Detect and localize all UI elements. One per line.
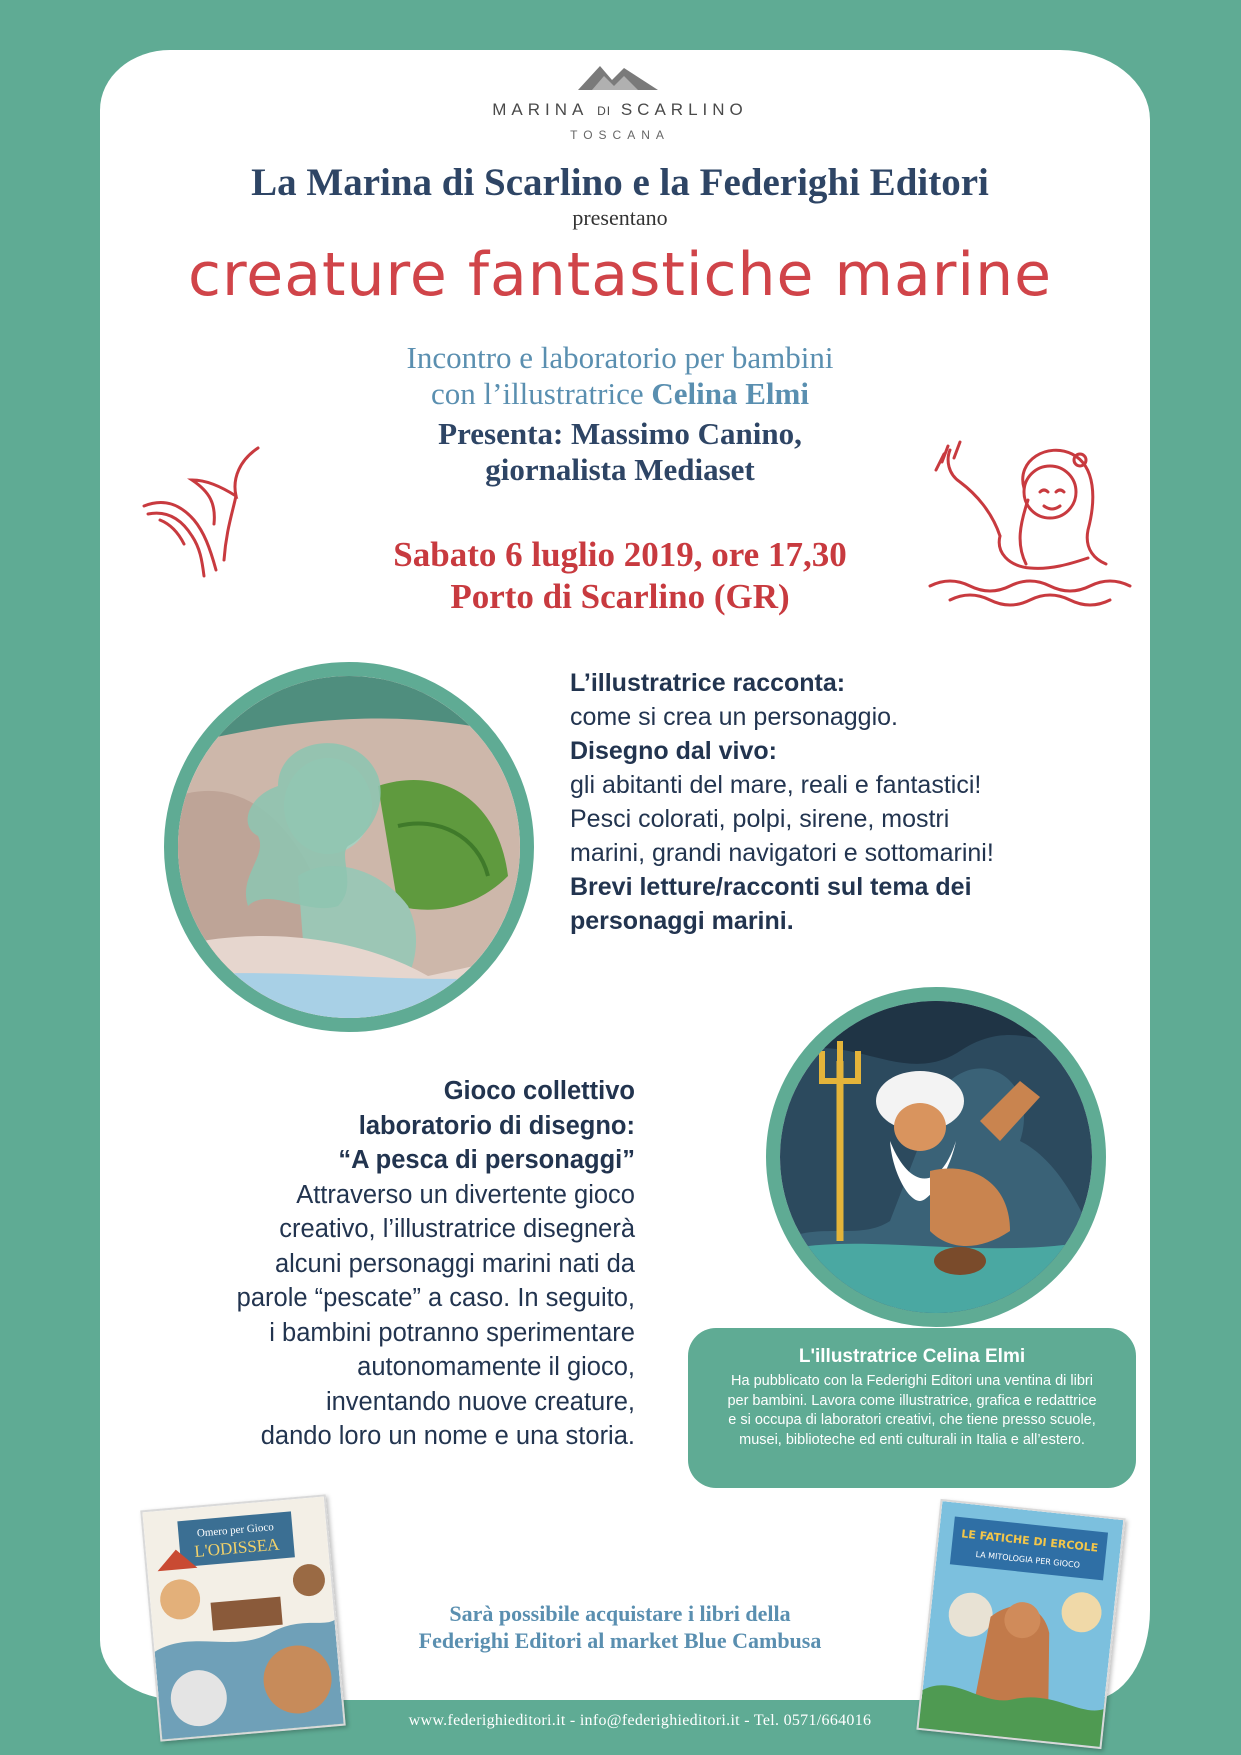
event-datetime <box>270 534 970 618</box>
logo-name: MARINA DI SCARLINO <box>492 100 748 119</box>
poseidon-illustration <box>766 987 1106 1327</box>
event-date: Sabato 6 luglio 2019, ore 17,30 <box>393 535 847 574</box>
subtitle <box>220 340 1020 412</box>
presentano-text: presentano <box>572 205 668 230</box>
mermaid-tail-doodle-icon <box>140 440 290 590</box>
presenter: Presenta: Massimo Canino, giornalista Mediaset <box>438 416 802 487</box>
book2-title: LE FATICHE DI ERCOLE <box>960 1527 1099 1555</box>
game-info: Gioco collettivo laboratorio di disegno: “A pesca di personaggi” Attraverso un divertente gioco creativo, l’illustratrice disegnerà alcuni personaggi marini nati da parole “pescate” a caso. In seguito, i bambini potranno sperimentare autonomamente il gioco, inventando nuove creature, dando loro un nome e una storia. <box>236 1077 635 1450</box>
subtitle-line2: con l’illustratrice Celina Elmi <box>431 376 809 411</box>
bio-text: Ha pubblicato con la Federighi Editori una ventina di libri per bambini. Lavora come illustratrice, grafica e redattrice e si occupa di laboratori creativi, che tiene presso scuole, musei, biblioteche ed enti culturali in Italia e all’estero. <box>727 1373 1097 1448</box>
subtitle-line1: Incontro e laboratorio per bambini <box>406 340 834 375</box>
book-cover-odissea <box>140 1494 346 1741</box>
headline: La Marina di Scarlino e la Federighi Editori <box>251 161 989 204</box>
logo-region: TOSCANA <box>570 128 670 142</box>
book1-title: L'ODISSEA <box>193 1534 281 1561</box>
event-place: Porto di Scarlino (GR) <box>450 577 790 616</box>
book2-subtitle: LA MITOLOGIA PER GIOCO <box>975 1549 1081 1570</box>
event-title: creature fantastiche marine <box>187 240 1053 310</box>
book1-series: Omero per Gioco <box>196 1521 275 1540</box>
mermaid-illustration <box>164 662 534 1032</box>
illustrator-bio <box>688 1328 1136 1488</box>
footer-contacts: www.federighieditori.it - info@federighieditori.it - Tel. 0571/664016 <box>408 1712 872 1729</box>
mountain-logo-icon <box>578 62 658 92</box>
workshop-info: L’illustratrice racconta: come si crea un personaggio. Disegno dal vivo: gli abitanti del mare, reali e fantastici! Pesci colorati, polpi, sirene, mostri marini, grandi navigatori e sottomarini! Brevi letture/racconti sul tema dei personaggi marini. <box>570 669 994 935</box>
purchase-note: Sarà possibile acquistare i libri della Federighi Editori al market Blue Cambusa <box>418 1601 822 1653</box>
bio-title: L'illustratrice Celina Elmi <box>798 1346 1026 1367</box>
